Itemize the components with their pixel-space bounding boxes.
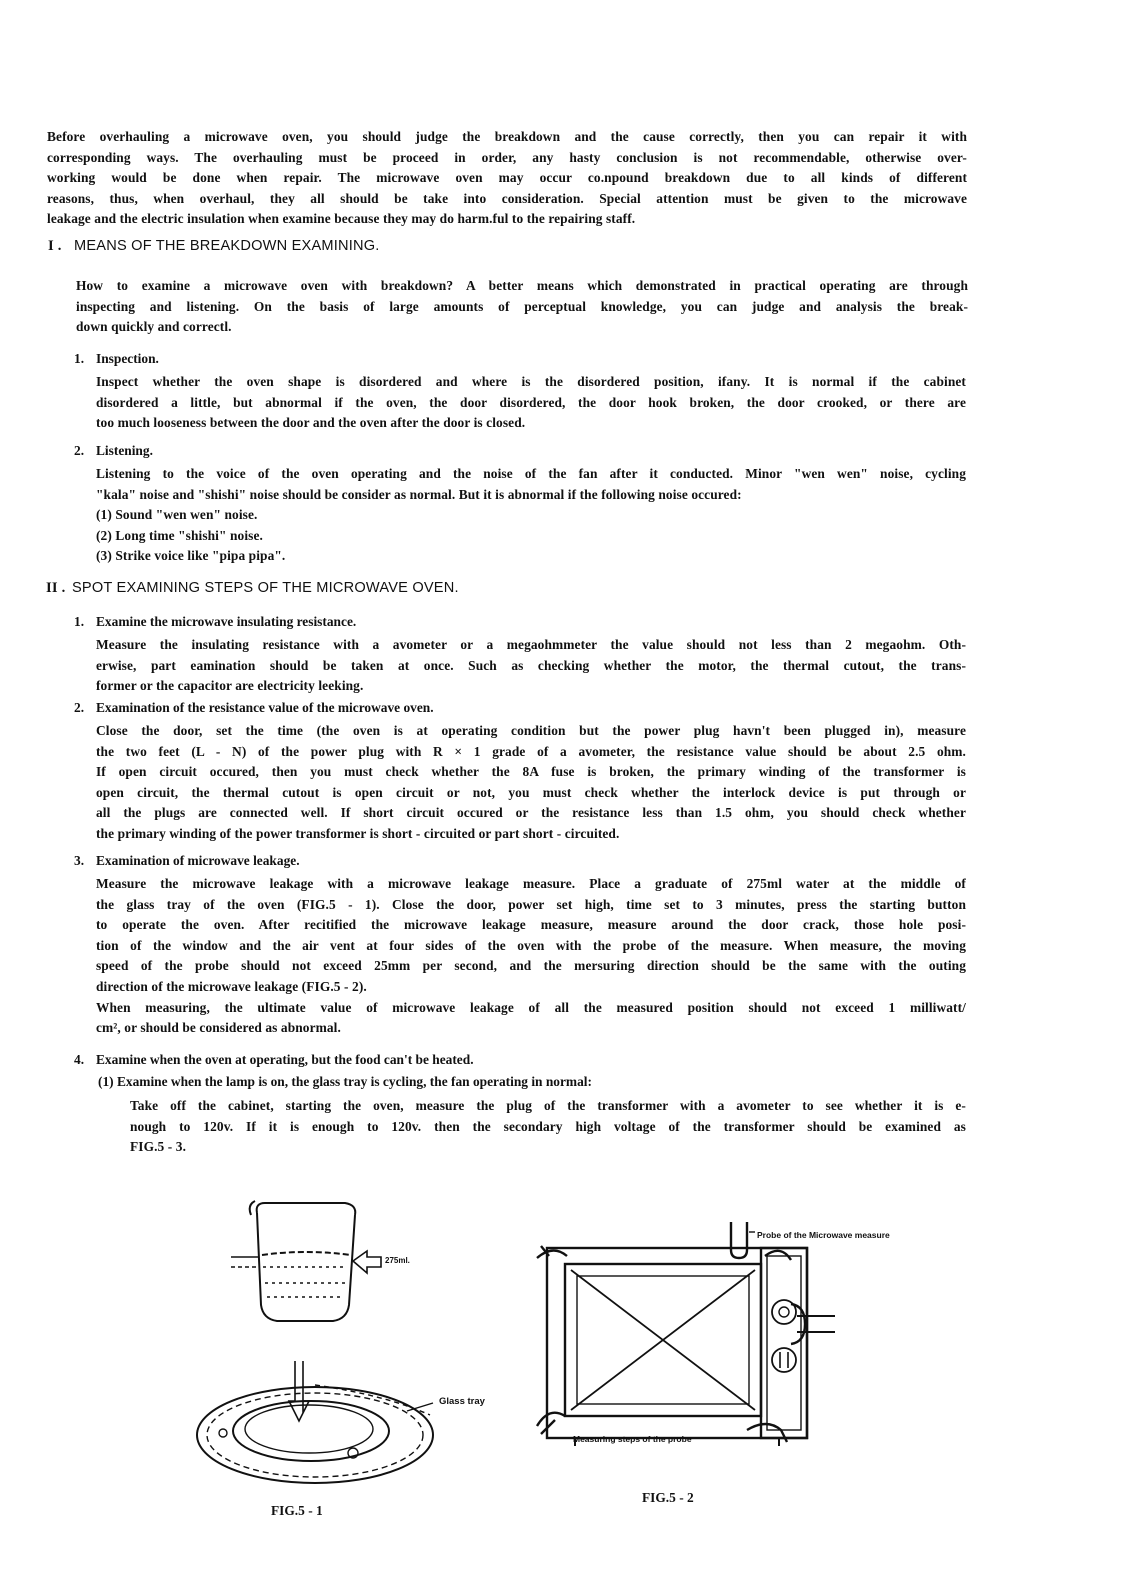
body-line: the glass tray of the oven (FIG.5 - 1). Close the door, power set high, time set to 3 minutes, press the starting button [96, 896, 966, 912]
body-line: "kala" noise and "shishi" noise should be consider as normal. But it is abnormal if the following noise occured: [96, 486, 742, 502]
listening-body [96, 464, 966, 567]
probe-label: Probe of the Microwave measure [757, 1230, 890, 1240]
resistance-body [96, 721, 966, 845]
section-2-title-text: SPOT EXAMINING STEPS OF THE MICROWAVE OVEN. [72, 580, 459, 596]
body-line: FIG.5 - 3. [130, 1139, 187, 1155]
listening-heading [74, 443, 153, 459]
item-heading-text: Examine the microwave insulating resistance. [96, 614, 357, 629]
insulating-body [96, 635, 966, 697]
oven-probe-drawing [535, 1220, 955, 1460]
body-line: If open circuit occured, then you must check whether the 8A fuse is broken, the primary winding of the transformer is [96, 764, 966, 780]
section-1-intro-line: down quickly and correctl. [76, 319, 232, 335]
insulating-heading [74, 614, 356, 630]
body-line: former or the capacitor are electricity leeking. [96, 678, 364, 694]
section-1-intro [76, 276, 968, 338]
section-1-intro-line: How to examine a microwave oven with breakdown? A better means which demonstrated in practical operating are through [76, 278, 968, 293]
resistance-heading [74, 700, 434, 716]
body-line: nough to 120v. If it is enough to 120v. then the secondary high voltage of the transformer should be examined as [130, 1118, 966, 1134]
noise-list-item: (2) Long time "shishi" noise. [96, 527, 263, 543]
body-line: Close the door, set the time (the oven is at operating condition but the power plug havn't been plugged in), measure [96, 723, 966, 738]
section-1-intro-line: inspecting and listening. On the basis of large amounts of perceptual knowledge, you can judge and analysis the break- [76, 298, 968, 314]
intro-line: leakage and the electric insulation when examine because they may do harm.ful to the repairing staff. [47, 211, 636, 227]
item-number: 1. [74, 351, 85, 366]
body-line: tion of the window and the air vent at four sides of the oven with the probe of the measure. When measure, the moving [96, 937, 966, 953]
item-heading-text: Examine when the oven at operating, but the food can't be heated. [96, 1052, 474, 1067]
intro-line: reasons, thus, when overhaul, they all should be take into consideration. Special attention must be given to the microwave [47, 190, 967, 206]
body-line: cm², or should be considered as abnormal. [96, 1020, 341, 1036]
item-number: 2. [74, 443, 85, 458]
body-line: to operate the oven. After recitified the microwave leakage measure, measure around the door crack, those hole posi- [96, 917, 966, 933]
sub-heading-text: (1) Examine when the lamp is on, the glass tray is cycling, the fan operating in normal: [98, 1074, 592, 1089]
heating-subheading [98, 1074, 592, 1090]
inspection-heading [74, 351, 159, 367]
body-line: erwise, part eamination should be taken at once. Such as checking whether the motor, the thermal cutout, the trans- [96, 657, 966, 673]
body-line: Measure the microwave leakage with a microwave leakage measure. Place a graduate of 275ml water at the middle of [96, 876, 966, 891]
body-line: all the plugs are connected well. If short circuit occured or the resistance less than 1.5 ohm, you should check whether [96, 805, 966, 821]
item-heading-text: Inspection. [96, 351, 159, 366]
intro-line: working would be done when repair. The microwave oven may occur co.npound breakdown due to all kinds of different [47, 170, 967, 186]
body-line: direction of the microwave leakage (FIG.5 - 2). [96, 978, 367, 994]
inspection-body [96, 372, 966, 434]
beaker-and-tray-drawing [185, 1185, 515, 1495]
section-1-title [48, 238, 380, 255]
glass-tray-label: Glass tray [439, 1396, 485, 1407]
intro-paragraph [47, 127, 967, 230]
item-number: 4. [74, 1052, 85, 1067]
section-2-number: II . [46, 580, 66, 596]
heating-body [130, 1096, 966, 1158]
item-heading-text: Examination of the resistance value of the microwave oven. [96, 700, 434, 715]
body-line: Take off the cabinet, starting the oven, measure the plug of the transformer with a avometer to see whether it is e- [130, 1098, 966, 1113]
body-line: the primary winding of the power transformer is short - circuited or part short - circuited. [96, 825, 620, 841]
body-line: the two feet (L - N) of the power plug with R × 1 grade of a avometer, the resistance value should be about 2.5 ohm. [96, 743, 966, 759]
body-line: When measuring, the ultimate value of microwave leakage of all the measured position should not exceed 1 milliwatt/ [96, 999, 966, 1015]
intro-line: corresponding ways. The overhauling must be proceed in order, any hasty conclusion is not recommendable, otherwise over- [47, 149, 967, 165]
water-volume-label: 275ml. [385, 1256, 410, 1265]
item-number: 3. [74, 853, 85, 868]
body-line: open circuit, the thermal cutout is open circuit or not, you must check whether the interlock device is put through or [96, 784, 966, 800]
item-heading-text: Listening. [96, 443, 153, 458]
body-line: speed of the probe should not exceed 25mm per second, and the mersuring direction should be the same with the outing [96, 958, 966, 974]
heating-heading [74, 1052, 474, 1068]
body-line: Inspect whether the oven shape is disordered and where is the disordered position, ifany. It is normal if the cabinet [96, 374, 966, 389]
noise-list-item: (3) Strike voice like "pipa pipa". [96, 548, 286, 564]
figure-5-1-caption: FIG.5 - 1 [271, 1503, 323, 1518]
item-heading-text: Examination of microwave leakage. [96, 853, 300, 868]
section-1-number: I . [48, 238, 62, 254]
intro-line: Before overhauling a microwave oven, you should judge the breakdown and the cause correctly, then you can repair it with [47, 129, 967, 144]
body-line: Measure the insulating resistance with a avometer or a megaohmmeter the value should not less than 2 megaohm. Oth- [96, 637, 966, 652]
body-line: disordered a little, but abnormal if the oven, the door disordered, the door hook broken, the door crooked, or there are [96, 394, 966, 410]
noise-list-item: (1) Sound "wen wen" noise. [96, 507, 258, 523]
figure-5-2-caption: FIG.5 - 2 [642, 1490, 694, 1505]
leakage-heading [74, 853, 300, 869]
figure-5-1 [185, 1185, 515, 1495]
measuring-steps-label: Measuring steps of the probe [573, 1434, 692, 1444]
item-number: 2. [74, 700, 85, 715]
section-1-title-text: MEANS OF THE BREAKDOWN EXAMINING. [74, 238, 380, 254]
body-line: too much looseness between the door and the oven after the door is closed. [96, 415, 526, 431]
body-line: Listening to the voice of the oven operating and the noise of the fan after it conducted. Minor "wen wen" noise, cycling [96, 466, 966, 481]
leakage-body [96, 874, 966, 1039]
figure-5-2 [535, 1220, 955, 1460]
item-number: 1. [74, 614, 85, 629]
section-2-title [46, 580, 459, 597]
